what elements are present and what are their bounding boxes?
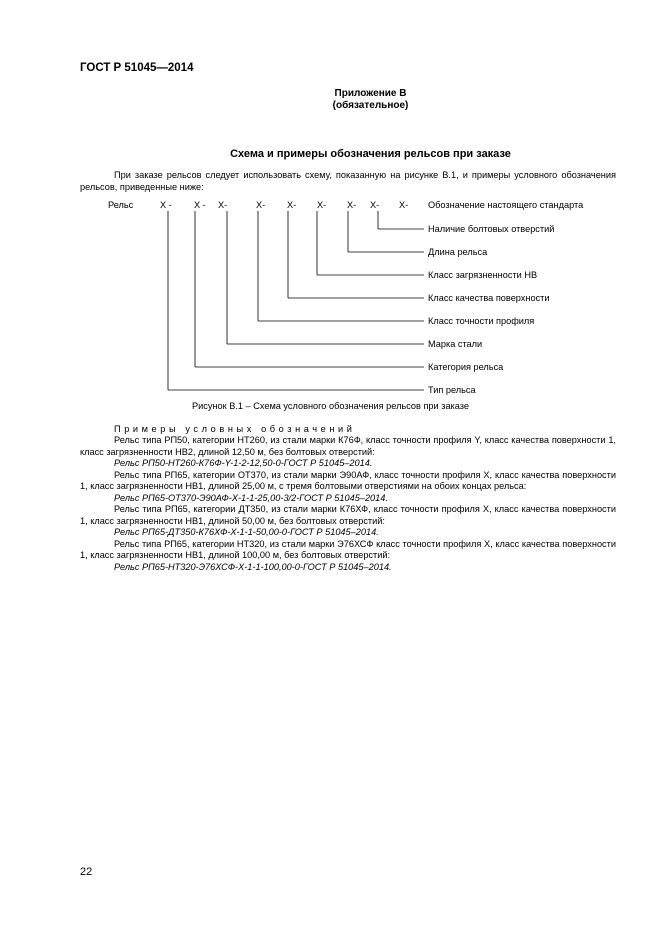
- scheme-labels: [428, 200, 584, 395]
- scheme-label: Класс точности профиля: [428, 316, 535, 326]
- scheme-label: Марка стали: [428, 339, 483, 349]
- scheme-label: Категория рельса: [428, 362, 504, 372]
- designation-scheme: [0, 0, 661, 400]
- scheme-marker: Х -: [194, 200, 206, 210]
- standard-header: ГОСТ Р 51045—2014: [80, 62, 194, 74]
- section-title: Схема и примеры обозначения рельсов при заказе: [230, 148, 511, 160]
- scheme-markers: [160, 200, 408, 210]
- scheme-marker: Х-: [347, 200, 357, 210]
- example-description: Рельс типа РП65, категории ОТ370, из стали марки Э90АФ, класс точности профиля Х, класс качества поверхности 1, класс загрязненности НВ1, длиной 25,00 м, с тремя болтовыми отверстиями на обоих концах рельса:: [80, 469, 616, 491]
- scheme-label: Наличие болтовых отверстий: [428, 224, 555, 234]
- example-description: Рельс типа РП65, категории ДТ350, из стали марки К76ХФ, класс точности профиля Х, класс качества поверхности 1, класс загрязненности НВ1, длиной 50,00 м, без болтовых отверстий:: [80, 504, 616, 526]
- examples-list: [80, 435, 616, 573]
- example-description: Рельс типа РП50, категории НТ260, из стали марки К76Ф, класс точности профиля Y, класс качества поверхности 1, класс загрязненности НВ2, длиной 12,50 м, без болтовых отверстий:: [80, 435, 616, 457]
- scheme-prefix: Рельс: [108, 200, 134, 210]
- scheme-label: Класс качества поверхности: [428, 293, 550, 303]
- example-designation: Рельс РП65-ОТ370-Э90АФ-Х-1-1-25,00-3/2-ГОСТ Р 51045–2014.: [114, 492, 388, 503]
- scheme-marker: Х-: [317, 200, 327, 210]
- example-designation: Рельс РП65-ДТ350-К76ХФ-Х-1-1-50,00-0-ГОСТ Р 51045–2014.: [114, 527, 379, 537]
- example-description: Рельс типа РП65, категории НТ320, из стали марки Э76ХСФ класс точности профиля Х, класс качества поверхности 1, класс загрязненности НВ1, длиной 100,00 м, без болтовых отверстий:: [80, 538, 616, 560]
- appendix-type: (обязательное): [332, 100, 409, 111]
- scheme-lines: [168, 211, 424, 390]
- appendix-title: Приложение В: [334, 88, 407, 99]
- scheme-label: Класс загрязненности НВ: [428, 270, 538, 280]
- examples-heading: Примеры условных обозначений: [114, 424, 356, 434]
- example-designation: Рельс РП65-НТ320-Э76ХСФ-Х-1-1-100,00-0-ГОСТ Р 51045–2014.: [114, 561, 392, 572]
- scheme-marker: Х-: [399, 200, 409, 210]
- figure-caption: Рисунок В.1 – Схема условного обозначения рельсов при заказе: [192, 401, 469, 411]
- scheme-marker: Х -: [160, 200, 172, 210]
- scheme-marker: Х-: [287, 200, 297, 210]
- example-designation: Рельс РП50-НТ260-К76Ф-Y-1-2-12,50-0-ГОСТ Р 51045–2014.: [114, 458, 373, 468]
- scheme-label: Тип рельса: [428, 385, 476, 395]
- scheme-marker: Х-: [218, 200, 228, 210]
- intro-paragraph: При заказе рельсов следует использовать схему, показанную на рисунке В.1, и примеры условного обозначения рельсов, приведенные ниже:: [80, 170, 616, 192]
- scheme-label: Обозначение настоящего стандарта: [428, 200, 584, 210]
- scheme-label: Длина рельса: [428, 247, 488, 257]
- page-number: 22: [80, 866, 93, 878]
- scheme-marker: Х-: [256, 200, 266, 210]
- scheme-marker: Х-: [370, 200, 380, 210]
